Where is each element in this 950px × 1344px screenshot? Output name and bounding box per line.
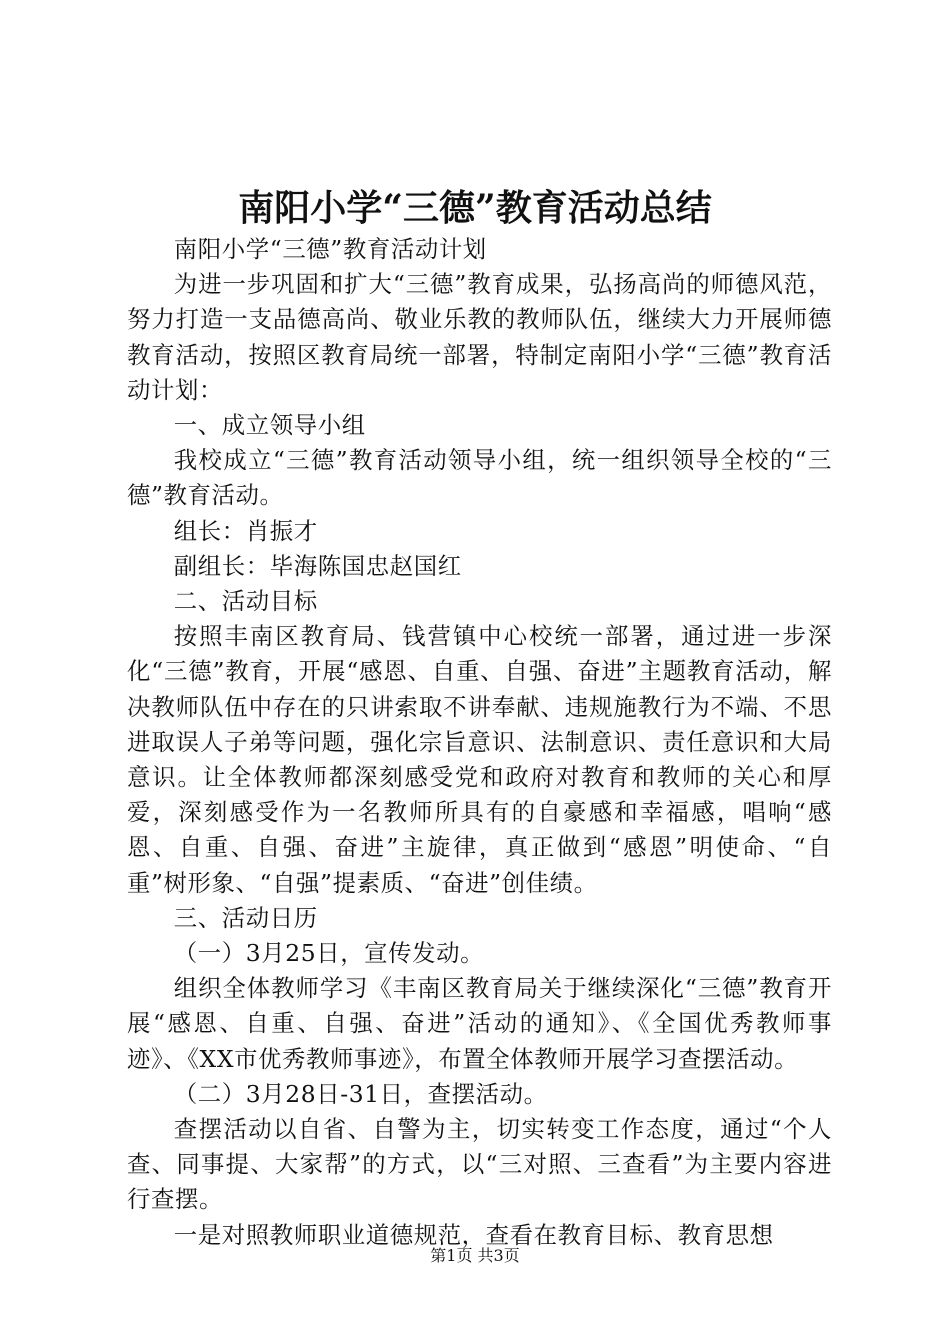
paragraph-intro: 为进一步巩固和扩大“三德”教育成果，弘扬高尚的师德风范，努力打造一支品德高尚、敬业乐教的教师队伍，继续大力开展师德教育活动，按照区教育局统一部署，特制定南阳小学“三德”教育活动计划： [127,270,832,404]
paragraph-deputy-leader: 副组长：毕海陈国忠赵国红 [173,551,462,580]
paragraph-goals: 按照丰南区教育局、钱营镇中心校统一部署，通过进一步深化“三德”教育，开展“感恩、自重、自强、奋进”主题教育活动，解决教师队伍中存在的只讲索取不讲奉献、违规施教行为不端、不思进取误人子弟等问题，强化宗旨意识、法制意识、责任意识和大局意识。让全体教师都深刻感受党和政府对教育和教师的关心和厚爱，深刻感受作为一名教师所具有的自豪感和幸福感，唱响“感恩、自重、自强、奋进”主旋律，真正做到“感恩”明使命、“自重”树形象、“自强”提素质、“奋进”创佳绩。 [127,622,832,897]
paragraph-leader: 组长：肖振才 [173,516,318,545]
paragraph-review: 查摆活动以自省、自警为主，切实转变工作态度，通过“个人查、同事提、大家帮”的方式，以“三对照、三查看”为主要内容进行查摆。 [127,1115,832,1214]
document-title: 南阳小学“三德”教育活动总结 [238,187,712,229]
heading-section-1: 一、成立领导小组 [173,411,366,440]
page-footer: 第1页 共3页 [430,1246,520,1265]
paragraph-plan-title: 南阳小学“三德”教育活动计划 [173,235,487,263]
paragraph-leadership: 我校成立“三德”教育活动领导小组，统一组织领导全校的“三德”教育活动。 [127,446,832,510]
document-body [127,232,832,1253]
paragraph-schedule-1: （一）3月25日，宣传发动。 [173,939,485,968]
paragraph-study: 组织全体教师学习《丰南区教育局关于继续深化“三德”教育开展“感恩、自重、自强、奋进”活动的通知》、《全国优秀教师事迹》、《XX市优秀教师事迹》，布置全体教师开展学习查摆活动。 [127,974,832,1073]
paragraph-review-item-1: 一是对照教师职业道德规范，查看在教育目标、教育思想 [173,1220,774,1249]
heading-section-3: 三、活动日历 [173,903,318,932]
heading-section-2: 二、活动目标 [173,587,318,616]
paragraph-schedule-2: （二）3月28日-31日，查摆活动。 [173,1079,548,1108]
